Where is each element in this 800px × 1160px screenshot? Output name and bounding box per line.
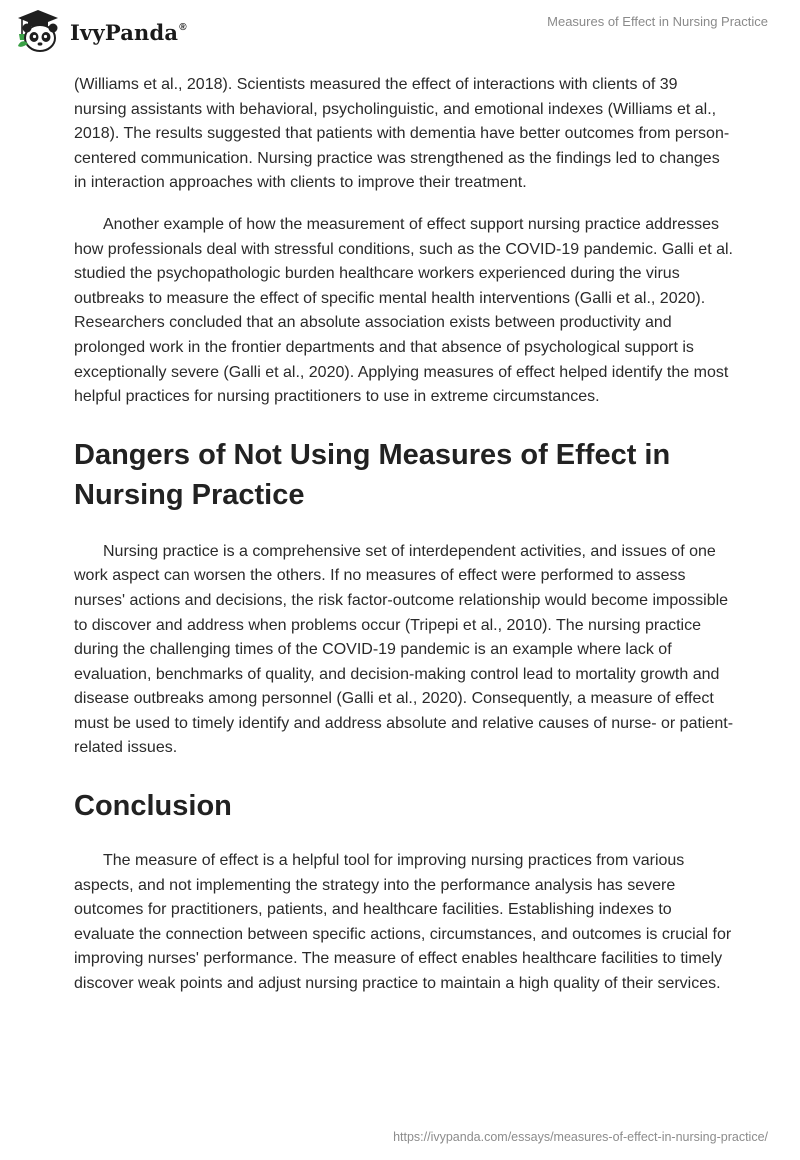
paragraph: (Williams et al., 2018). Scientists measured the effect of interactions with clients of 39 nursing assistants with behavioral, psycholinguistic, and emotional indexes (Williams et al., 2018). The results suggested that patients with dementia have better outcomes from person-centered communication. Nursing practice was strengthened as the findings led to changes in interaction approaches with clients to improve their treatment. bbox=[74, 76, 730, 192]
paragraph: The measure of effect is a helpful tool for improving nursing practices from various aspects, and not implementing the strategy into the performance analysis has severe outcomes for practitioners, patients, and healthcare facilities. Establishing indexes to evaluate the connection between specific actions, circumstances, and outcomes is crucial for improving nurses' performance. The measure of effect enables healthcare facilities to timely discover weak points and adjust nursing practice to maintain a high quality of their services. bbox=[74, 852, 732, 993]
essay-body bbox=[74, 73, 734, 997]
panda-graduate-icon bbox=[14, 8, 62, 54]
paragraph: Another example of how the measurement of effect support nursing practice addresses how professionals deal with stressful conditions, such as the COVID-19 pandemic. Galli et al. studied the psychopathologic burden healthcare workers experienced during the virus outbreaks to measure the effect of specific mental health interventions (Galli et al., 2020). Researchers concluded that an absolute association exists between productivity and prolonged work in the frontier departments and that absence of psychological support is exceptionally severe (Galli et al., 2020). Applying measures of effect helped identify the most helpful practices for nursing practitioners to use in extreme circumstances. bbox=[74, 215, 733, 406]
paragraph: Nursing practice is a comprehensive set of interdependent activities, and issues of one work aspect can worsen the others. If no measures of effect were performed to assess nurses' actions and decisions, the risk factor-outcome relationship would become impossible to discover and address when problems occur (Tripepi et al., 2010). The nursing practice during the challenging times of the COVID-19 pandemic is an example where lack of evaluation, benchmarks of quality, and decision-making control lead to mortality growth and disease outbreaks among personnel (Galli et al., 2020). Consequently, a measure of effect must be used to timely identify and address absolute and relative causes of nurse- or patient-related issues. bbox=[74, 542, 734, 757]
page-header bbox=[0, 0, 800, 60]
source-url-link[interactable]: https://ivypanda.com/essays/measures-of-effect-in-nursing-practice/ bbox=[393, 1130, 768, 1144]
section-heading-conclusion: Conclusion bbox=[74, 790, 232, 823]
brand-logo[interactable] bbox=[14, 8, 187, 54]
section-heading-dangers: Dangers of Not Using Measures of Effect in Nursing Practice bbox=[74, 438, 671, 511]
document-title: Measures of Effect in Nursing Practice bbox=[547, 14, 768, 29]
brand-name: IvyPanda® bbox=[70, 19, 187, 45]
